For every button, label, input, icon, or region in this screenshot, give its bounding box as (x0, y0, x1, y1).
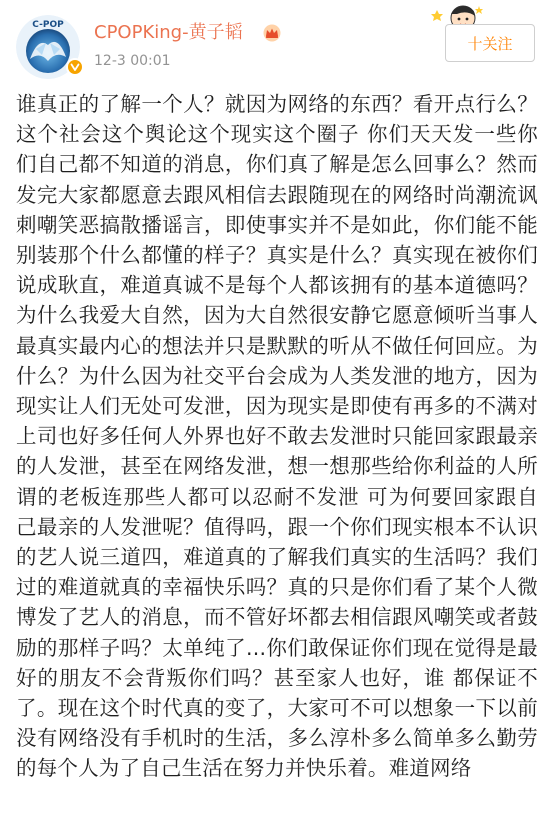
svg-text:C-POP: C-POP (32, 20, 64, 30)
follow-button[interactable]: 十关注 (445, 24, 535, 62)
post-header (0, 0, 550, 88)
author-name[interactable]: CPOPKing-黄子韬 (94, 22, 243, 43)
post-timestamp: 12-3 00:01 (94, 53, 171, 69)
post-body-text: 谁真正的了解一个人？就因为网络的东西？看开点行么？这个社会这个舆论这个现实这个圈子 你们天天发一些你们自己都不知道的消息，你们真了解是怎么回事么？然而发完大家都愿意去跟风相信去跟随现在的网络时尚潮流讽刺嘲笑恶搞散播谣言，即使事实并不是如此，你们能不能别装那个什么都懂的样子？真实是什么？真实现在被你们说成耿直，难道真诚不是每个人都该拥有的基本道德吗？为什么我爱大自然，因为大自然很安静它愿意倾听当事人最真实最内心的想法并只是默默的听从不做任何回应。为什么？为什么因为社交平台会成为人类发泄的地方，因为现实让人们无处可发泄，因为现实是即使有再多的不满对上司也好多任何人外界也好不敢去发泄时只能回家跟最亲的人发泄，甚至在网络发泄，想一想那些给你利益的人所谓的老板连那些人都可以忍耐不发泄 可为何要回家跟自己最亲的人发泄呢？值得吗，跟一个你们现实根本不认识的艺人说三道四，难道真的了解我们真实的生活吗？我们过的难道就真的幸福快乐吗？真的只是你们看了某个人微博发了艺人的消息，而不管好坏都去相信跟风嘲笑或者鼓励的那样子吗？太单纯了...你们敢保证你们现在觉得是最好的朋友不会背叛你们吗？甚至家人也好，谁 都保证不了。现在这个时代真的变了，大家可不可以想象一下以前没有网络没有手机时的生活，多么淳朴多么简单多么勤劳的每个人为了自己生活在努力并快乐着。难道网络 (16, 92, 538, 781)
crown-icon (262, 24, 282, 42)
verified-badge-icon (66, 58, 84, 76)
